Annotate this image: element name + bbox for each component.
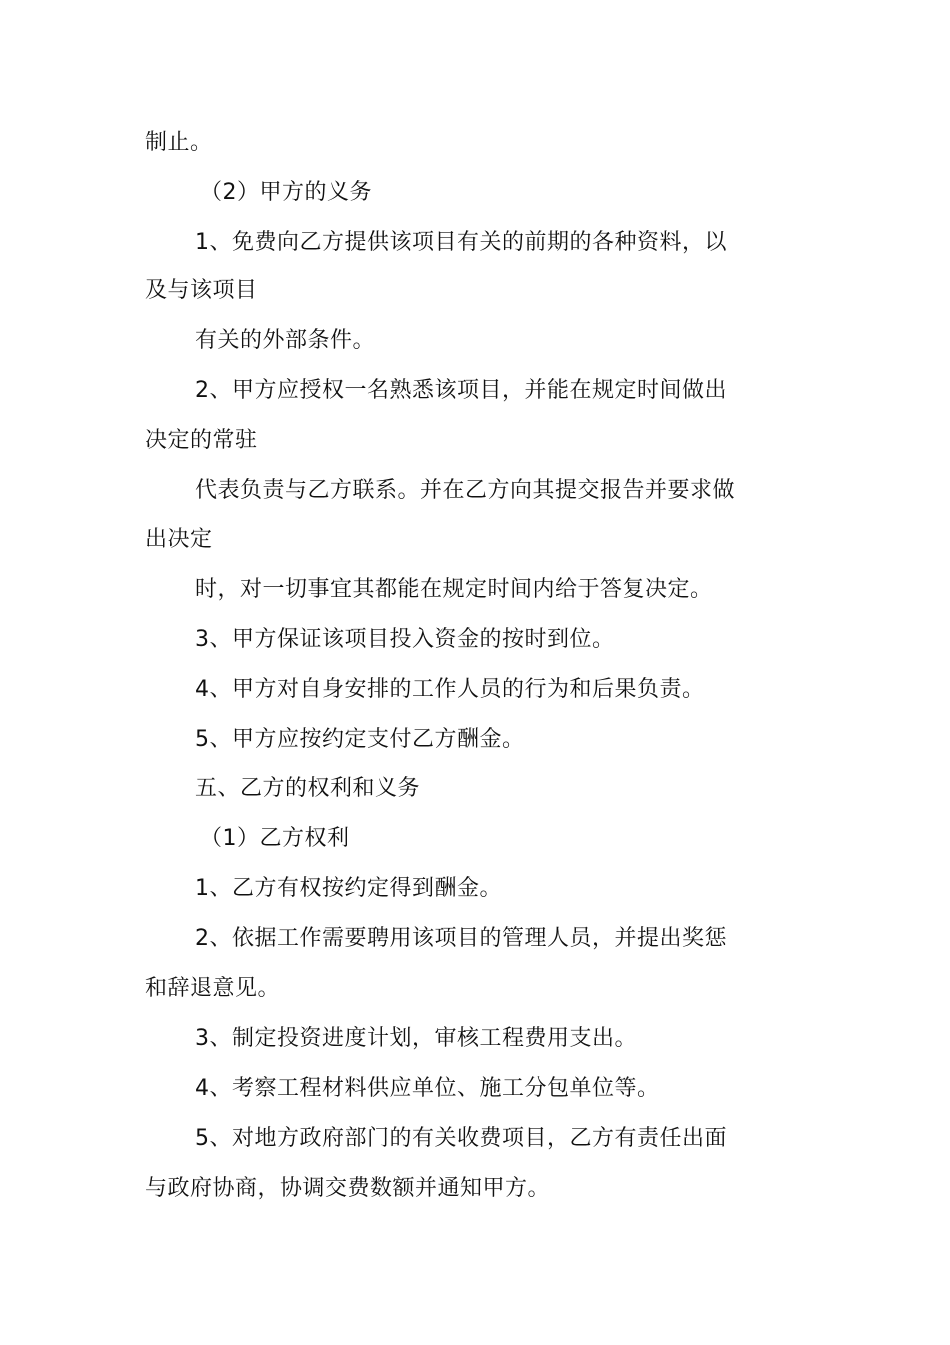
section-heading: （1）乙方权利 (200, 826, 350, 851)
text-line: 出决定 (145, 527, 213, 552)
section-heading: 五、乙方的权利和义务 (195, 776, 421, 801)
text-line: 1、免费向乙方提供该项目有关的前期的各种资料，以 (195, 230, 727, 255)
text-line: 5、对地方政府部门的有关收费项目，乙方有责任出面 (195, 1126, 727, 1151)
text-line: 有关的外部条件。 (195, 328, 376, 353)
text-line: 决定的常驻 (145, 428, 258, 453)
text-line: 3、制定投资进度计划，审核工程费用支出。 (195, 1026, 637, 1051)
text-line: 2、甲方应授权一名熟悉该项目，并能在规定时间做出 (195, 378, 727, 403)
text-line: 代表负责与乙方联系。并在乙方向其提交报告并要求做 (195, 478, 736, 503)
text-line: 与政府协商，协调交费数额并通知甲方。 (145, 1176, 551, 1201)
text-line: 及与该项目 (145, 278, 258, 303)
text-line: 2、依据工作需要聘用该项目的管理人员，并提出奖惩 (195, 926, 727, 951)
text-line: 制止。 (145, 130, 213, 155)
text-line: 时，对一切事宜其都能在规定时间内给于答复决定。 (195, 577, 713, 602)
section-heading: （2）甲方的义务 (200, 180, 372, 205)
text-line: 5、甲方应按约定支付乙方酬金。 (195, 727, 525, 752)
text-line: 4、甲方对自身安排的工作人员的行为和后果负责。 (195, 677, 705, 702)
text-line: 3、甲方保证该项目投入资金的按时到位。 (195, 627, 615, 652)
text-line: 4、考察工程材料供应单位、施工分包单位等。 (195, 1076, 660, 1101)
text-line: 1、乙方有权按约定得到酬金。 (195, 876, 502, 901)
text-line: 和辞退意见。 (145, 976, 281, 1001)
